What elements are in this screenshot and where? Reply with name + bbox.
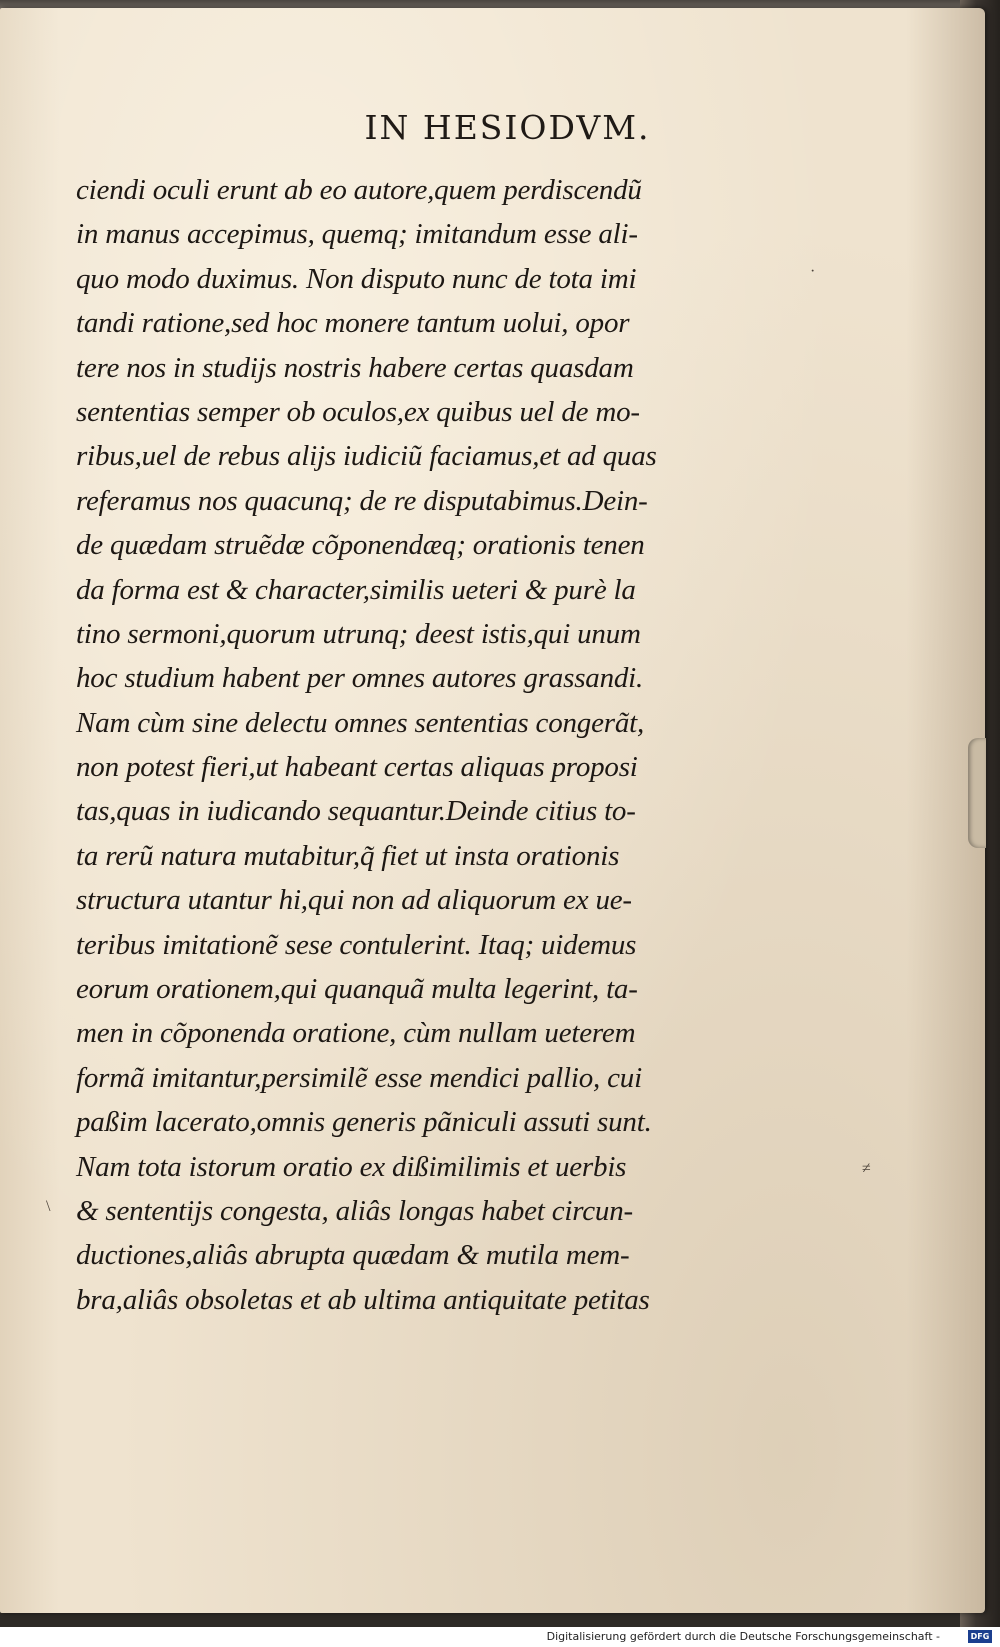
text-line: formã imitantur,persimilẽ esse mendici pallio, cui [76, 1061, 642, 1094]
text-line: ductiones,aliâs abrupta quædam & mutila mem- [76, 1239, 630, 1272]
text-line: hoc studium habent per omnes autores grassandi. [76, 662, 644, 695]
page-fold-shadow [968, 738, 986, 848]
ink-speck: ≠ [862, 1160, 871, 1177]
text-line: paßim lacerato,omnis generis pãniculi assuti sunt. [76, 1106, 652, 1139]
text-line: bra,aliâs obsoletas et ab ultima antiquitate petitas [76, 1283, 650, 1316]
text-line: tas,quas in iudicando sequantur.Deinde citius to- [76, 795, 636, 828]
ink-speck: · [810, 263, 816, 280]
text-line: tere nos in studijs nostris habere certas quasdam [76, 351, 634, 384]
text-line: & sententijs congesta, aliâs longas habet circun- [76, 1194, 633, 1227]
text-line: ciendi oculi erunt ab eo autore,quem perdiscendũ [76, 174, 642, 206]
funding-credit: Digitalisierung gefördert durch die Deutsche Forschungsgemeinschaft - [546, 1630, 940, 1643]
text-line: eorum orationem,qui quanquã multa legerint, ta- [76, 973, 638, 1006]
text-line: in manus accepimus, quemq; imitandum esse ali- [76, 218, 638, 251]
text-line: da forma est & character,similis ueteri & purè la [76, 573, 636, 606]
dfg-logo: DFG [968, 1630, 992, 1643]
ink-speck: \ [46, 1198, 51, 1215]
text-line: sententias semper ob oculos,ex quibus uel de mo- [76, 395, 640, 428]
text-line: men in cõponenda oratione, cùm nullam ueterem [76, 1017, 636, 1050]
text-line: ta rerũ natura mutabitur,q̃ fiet ut insta orationis [76, 839, 620, 872]
text-line: quo modo duximus. Non disputo nunc de tota imi [76, 262, 637, 295]
text-line: Nam cùm sine delectu omnes sententias congerãt, [76, 706, 645, 739]
text-line: de quædam struẽdæ cõponendæq; orationis tenen [76, 529, 645, 562]
text-line: non potest fieri,ut habeant certas aliquas proposi [76, 751, 638, 784]
text-line: teribus imitationẽ sese contulerint. Itaq; uidemus [76, 928, 637, 961]
text-line: Nam tota istorum oratio ex dißimilimis et uerbis [76, 1150, 627, 1183]
text-line: structura utantur hi,qui non ad aliquorum ex ue- [76, 884, 632, 917]
text-line: referamus nos quacunq; de re disputabimus.Dein- [76, 484, 648, 517]
body-text [76, 168, 756, 1322]
book-page [0, 8, 985, 1613]
text-line: tino sermoni,quorum utrunq; deest istis,qui unum [76, 617, 641, 650]
text-line: tandi ratione,sed hoc monere tantum uolui, opor [76, 307, 630, 340]
running-head: IN HESIODVM. [364, 108, 651, 147]
text-line: ribus,uel de rebus alijs iudiciũ faciamus,et ad quas [76, 440, 657, 473]
